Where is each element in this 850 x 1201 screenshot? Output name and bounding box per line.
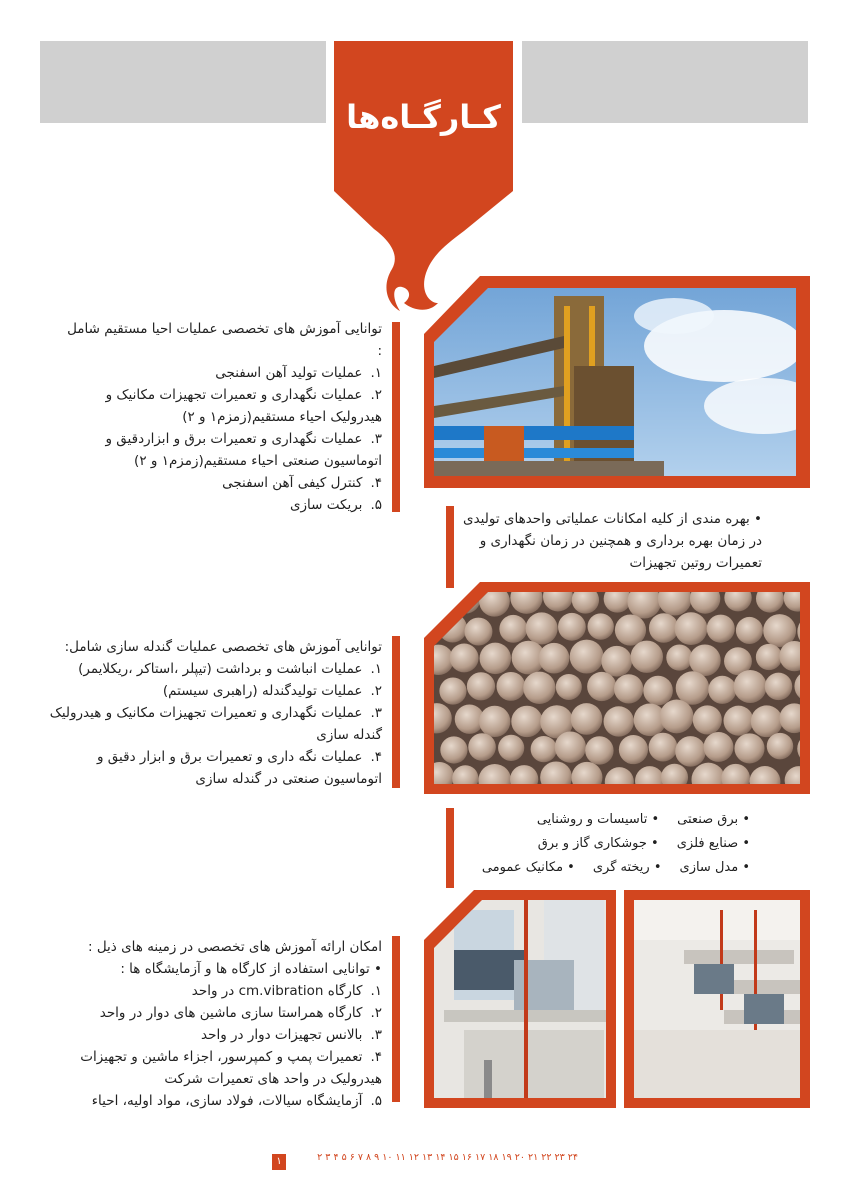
bullet-item: • تاسیسات و روشنایی (537, 808, 659, 832)
section3-intro: امکان ارائه آموزش های تخصصی در زمینه های ذیل : (87, 939, 382, 955)
list-item: ۱.عملیات تولید آهن اسفنجی (215, 365, 382, 381)
list-item: ۵.آزمایشگاه سیالات، فولاد سازی، مواد اولیه، احیاء (91, 1093, 382, 1109)
bullet-item: • برق صنعتی (677, 808, 750, 832)
lab-photo-left (424, 890, 616, 1108)
section2-text (40, 636, 382, 790)
list-item: ۲.کارگاه همراستا سازی ماشین های دوار در واحد (99, 1005, 382, 1021)
list-item: ۴.کنترل کیفی آهن اسفنجی (222, 475, 382, 491)
list-item: ۵.بریکت سازی (289, 497, 382, 513)
section1-list (62, 362, 382, 516)
section1-intro: توانایی آموزش های تخصصی عملیات احیا مستقیم شامل : (67, 321, 382, 359)
photo1-frame-edge (796, 276, 810, 488)
section3-accent-bar (392, 936, 400, 1102)
list-item: ۳.بالانس تجهیزات دوار در واحد (201, 1027, 382, 1043)
note1-accent-bar (446, 506, 454, 588)
lab-photo-right (624, 890, 810, 1108)
bullets-accent-bar (446, 808, 454, 888)
list-item: ۲.عملیات تولیدگندله (راهبری سیستم) (162, 683, 382, 699)
header-band-right (522, 41, 808, 123)
section3-list (40, 980, 382, 1112)
bullet-row (470, 832, 750, 856)
section1-accent-bar (392, 322, 400, 512)
section2-list (40, 658, 382, 790)
section2-intro: توانایی آموزش های تخصصی عملیات گندله سازی شامل: (64, 639, 382, 655)
steel-plant-photo (424, 276, 810, 488)
list-item: ۴.تعمیرات پمپ و کمپرسور، اجزاء ماشین و تجهیزات هیدرولیک در واحد های تعمیرات شرکت (80, 1049, 382, 1087)
page-title: کـارگـاه‌ها (346, 98, 501, 136)
note1-text: • بهره مندی از کلیه امکانات عملیاتی واحدهای تولیدی در زمان بهره برداری و همچنین در زمان نگهداری و تعمیرات روتین تجهیزات (463, 511, 762, 571)
header-band-left (40, 41, 326, 123)
bullet-item: • مکانیک عمومی (482, 856, 575, 880)
bullet-row (470, 808, 750, 832)
bullet-list (470, 808, 750, 880)
list-item: ۴.عملیات نگه داری و تعمیرات برق و ابزار دقیق و اتوماسیون صنعتی در گندله سازی (96, 749, 382, 787)
page-number-strip: ۲۴ ۲۳ ۲۲ ۲۱ ۲۰ ۱۹ ۱۸ ۱۷ ۱۶ ۱۵ ۱۴ ۱۳ ۱۲ ۱۱ ۱۰ ۹ ۸ ۷ ۶ ۵ ۴ ۳ ۲ (317, 1152, 578, 1163)
bullet-item: • صنایع فلزی (677, 832, 750, 856)
list-item: ۳.عملیات نگهداری و تعمیرات برق و ابزاردقیق و اتوماسیون صنعتی احیاء مستقیم(زمزم۱ و ۲) (105, 431, 382, 469)
current-page-number: ۱ (272, 1154, 286, 1170)
section3-text (40, 936, 382, 1112)
list-item: ۱.عملیات انباشت و برداشت (تیپلر ،استاکر ،ریکلایمر) (78, 661, 382, 677)
pellets-photo (424, 582, 810, 794)
bullet-item: • ریخته گری (593, 856, 662, 880)
list-item: ۱.کارگاه cm.vibration در واحد (191, 983, 382, 999)
section1-text (62, 318, 382, 516)
section3-sub: • توانایی استفاده از کارگاه ها و آزمایشگاه ها : (120, 961, 382, 977)
list-item: ۲.عملیات نگهداری و تعمیرات تجهیزات مکانیک و هیدرولیک احیاء مستقیم(زمزم۱ و ۲) (105, 387, 382, 425)
bullet-row (470, 856, 750, 880)
list-item: ۳.عملیات نگهداری و تعمیرات تجهیزات مکانیک و هیدرولیک گندله سازی (49, 705, 382, 743)
bullet-item: • مدل سازی (680, 856, 750, 880)
section2-accent-bar (392, 636, 400, 788)
bullet-item: • جوشکاری گاز و برق (538, 832, 659, 856)
